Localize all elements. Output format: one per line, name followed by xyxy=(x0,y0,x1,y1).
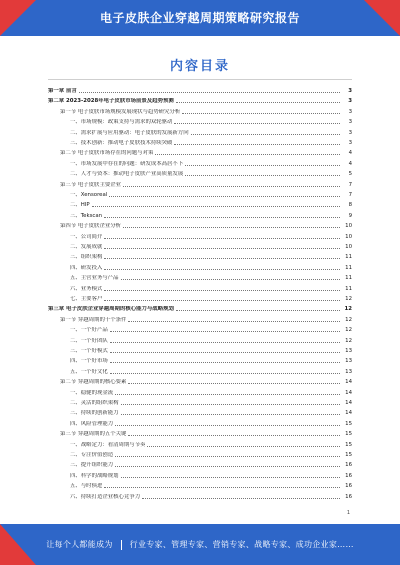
toc-entry-label: 七、主要客户 xyxy=(70,296,103,302)
toc-entry[interactable] xyxy=(48,242,352,251)
toc-entry-label: 第一章 前言 xyxy=(48,88,77,94)
toc-entry-page: 3 xyxy=(348,119,352,126)
header-bar xyxy=(0,0,400,36)
toc-entry-page: 11 xyxy=(345,254,352,261)
toc-leader-dots xyxy=(104,217,340,218)
toc-entry[interactable] xyxy=(48,86,352,95)
toc-entry-label: 五、一个好文化 xyxy=(70,368,108,375)
toc-entry[interactable] xyxy=(48,96,352,105)
toc-entry-page: 14 xyxy=(345,400,352,406)
toc-entry-page: 12 xyxy=(345,327,352,334)
footer-bar xyxy=(0,524,400,565)
page-number: 1 xyxy=(346,510,350,516)
toc-leader-dots xyxy=(121,477,340,478)
toc-entry-label: 三、Tekscan xyxy=(70,212,103,219)
toc-entry-label: 三、提升组织能力 xyxy=(70,462,114,469)
toc-entry-page: 10 xyxy=(345,223,352,230)
toc-entry-page: 14 xyxy=(345,410,352,417)
toc-entry-label: 三、持续的创新能力 xyxy=(70,410,119,417)
toc-leader-dots xyxy=(174,123,340,124)
toc-entry-label: 第三节 穿越周期的五个关键 xyxy=(60,431,127,438)
toc-entry-page: 14 xyxy=(345,389,352,396)
toc-entry-label: 一、市场规模：政策支持与需求的双轮驱动 xyxy=(70,119,173,126)
toc-entry[interactable] xyxy=(48,200,352,209)
toc-leader-dots xyxy=(110,373,340,374)
toc-entry[interactable] xyxy=(48,419,352,428)
toc-entry-label: 二、专注价值创造 xyxy=(70,452,114,458)
toc-leader-dots xyxy=(104,258,340,259)
toc-entry[interactable] xyxy=(48,346,352,355)
toc-entry-page: 16 xyxy=(345,493,352,500)
toc-entry[interactable] xyxy=(48,356,352,365)
toc-entry[interactable] xyxy=(48,180,352,189)
toc-entry[interactable] xyxy=(48,159,352,168)
toc-entry[interactable] xyxy=(48,138,352,147)
toc-entry-page: 12 xyxy=(345,337,352,344)
footer-text xyxy=(0,524,400,565)
toc-leader-dots xyxy=(128,321,340,322)
toc-leader-dots xyxy=(110,342,340,343)
toc-entry-page: 5 xyxy=(348,171,352,178)
toc-leader-dots xyxy=(104,487,340,488)
toc-entry[interactable] xyxy=(48,481,352,490)
toc-leader-dots xyxy=(128,383,340,384)
toc-entry[interactable] xyxy=(48,429,352,438)
toc-entry-label: 一、公司简介 xyxy=(70,233,103,240)
toc-entry-label: 第三节 电子皮肤主要企业 xyxy=(60,181,122,188)
toc-leader-dots xyxy=(121,404,340,405)
toc-entry[interactable] xyxy=(48,221,352,230)
toc-entry[interactable] xyxy=(48,492,352,501)
toc-entry-page: 7 xyxy=(348,181,352,188)
toc-entry-label: 四、一个好市场 xyxy=(70,358,108,365)
toc-divider xyxy=(48,79,352,80)
toc-entry[interactable] xyxy=(48,117,352,126)
toc-entry-page: 13 xyxy=(345,368,352,375)
toc-entry-page: 4 xyxy=(348,160,352,167)
footer-roles: 行业专家、管理专家、营销专家、战略专家、成功企业家…… xyxy=(129,540,354,549)
toc-entry-page: 7 xyxy=(348,192,352,198)
toc-entry-label: 四、风险管理能力 xyxy=(70,420,114,427)
toc-entry[interactable] xyxy=(48,367,352,376)
toc-entry-page: 11 xyxy=(345,275,352,282)
report-title: 电子皮肤企业穿越周期策略研究报告 xyxy=(99,11,300,25)
toc-entry-label: 一、战略定力：看清周期与节奏 xyxy=(70,441,146,448)
toc-entry[interactable] xyxy=(48,304,352,313)
toc-entry-page: 13 xyxy=(345,348,352,354)
toc-entry[interactable] xyxy=(48,107,352,116)
toc-leader-dots xyxy=(104,300,340,301)
toc-entry-label: 五、主营业务与产品 xyxy=(70,275,119,282)
toc-entry-page: 15 xyxy=(345,441,352,448)
toc-entry-label: 第三章 电子皮肤企业穿越周期的核心能力与战略规划 xyxy=(48,306,174,313)
toc-leader-dots xyxy=(104,248,340,249)
toc-entry-label: 第一节 穿越周期的十个条件 xyxy=(60,316,127,323)
toc-entry-page: 14 xyxy=(345,379,352,386)
toc-entry-page: 10 xyxy=(345,244,352,250)
toc-leader-dots xyxy=(191,134,340,135)
toc-entry[interactable] xyxy=(48,388,352,397)
toc-entry[interactable] xyxy=(48,169,352,178)
toc-entry-page: 8 xyxy=(348,202,352,209)
toc-entry-page: 12 xyxy=(344,306,352,313)
toc-entry-label: 六、持续打造企业核心竞争力 xyxy=(70,493,141,500)
toc-entry[interactable] xyxy=(48,377,352,386)
toc-entry-page: 11 xyxy=(345,264,352,271)
toc-entry[interactable] xyxy=(48,148,352,157)
toc-leader-dots xyxy=(121,279,340,280)
toc-leader-dots xyxy=(121,414,340,415)
toc-entry-page: 3 xyxy=(348,129,352,136)
toc-entry-label: 第二节 电子皮肤市场存在的问题与对策 xyxy=(60,150,154,157)
toc-entry-page: 15 xyxy=(345,420,352,427)
toc-leader-dots xyxy=(109,196,340,197)
toc-entry-page: 15 xyxy=(345,452,352,458)
toc-entry[interactable] xyxy=(48,263,352,272)
toc-entry[interactable] xyxy=(48,211,352,220)
toc-leader-dots xyxy=(182,113,340,114)
toc-entry-page: 12 xyxy=(345,296,352,302)
toc-entry-page: 16 xyxy=(345,483,352,490)
toc-entry[interactable] xyxy=(48,294,352,303)
footer-slogan: 让每个人都能成为 xyxy=(46,540,113,549)
footer-separator xyxy=(121,540,122,550)
toc-leader-dots xyxy=(176,102,340,103)
toc-entry[interactable] xyxy=(48,252,352,261)
toc-entry-page: 3 xyxy=(348,108,352,115)
toc-entry[interactable] xyxy=(48,273,352,282)
toc-entry[interactable] xyxy=(48,284,352,293)
toc-entry[interactable] xyxy=(48,450,352,459)
toc-entry[interactable] xyxy=(48,128,352,137)
toc-leader-dots xyxy=(115,425,340,426)
toc-leader-dots xyxy=(115,394,340,395)
toc-entry-label: 一、Xensoreal xyxy=(70,192,108,198)
toc-leader-dots xyxy=(115,466,340,467)
toc-leader-dots xyxy=(110,331,340,332)
toc-entry[interactable] xyxy=(48,471,352,480)
toc-leader-dots xyxy=(104,238,340,239)
toc-leader-dots xyxy=(155,154,340,155)
toc-entry-page: 4 xyxy=(348,150,352,157)
toc-entry-label: 二、人才与资本：推动电子皮肤产业高质量发展 xyxy=(70,171,184,178)
toc-leader-dots xyxy=(123,186,340,187)
toc-entry-label: 第二章 2023-2028年电子皮肤市场前景及趋势预测 xyxy=(48,98,174,105)
toc-leader-dots xyxy=(110,352,340,353)
toc-entry-label: 第二节 穿越周期的核心要素 xyxy=(60,379,127,386)
toc-entry-page: 11 xyxy=(345,285,352,292)
toc-leader-dots xyxy=(142,498,340,499)
toc-entry-label: 二、HIP xyxy=(70,202,90,209)
toc-leader-dots xyxy=(92,206,340,207)
toc-leader-dots xyxy=(110,362,340,363)
toc-leader-dots xyxy=(104,290,340,291)
toc-entry-label: 二、发展成就 xyxy=(70,244,103,250)
toc-leader-dots xyxy=(79,92,340,93)
toc-entry-page: 3 xyxy=(348,140,352,146)
toc-entry[interactable] xyxy=(48,190,352,199)
toc-leader-dots xyxy=(176,310,340,311)
toc-leader-dots xyxy=(185,175,340,176)
toc-entry-page: 15 xyxy=(345,431,352,438)
toc-entry-label: 六、业务模式 xyxy=(70,285,103,292)
toc-entry-page: 16 xyxy=(345,472,352,479)
toc-entry-page: 3 xyxy=(348,88,352,94)
toc-entry-page: 9 xyxy=(348,212,352,219)
toc-entry-label: 二、一个好团队 xyxy=(70,337,108,344)
toc-entry-label: 四、科学的战略规划 xyxy=(70,472,119,479)
toc-leader-dots xyxy=(123,227,340,228)
toc-entry-page: 13 xyxy=(345,358,352,365)
toc-leader-dots xyxy=(104,269,340,270)
toc-entry-label: 五、与时俱进 xyxy=(70,483,103,490)
toc-title: 内容目录 xyxy=(169,59,230,74)
toc-entry-label: 三、组织架构 xyxy=(70,254,103,261)
toc-entry-label: 第一节 电子皮肤市场规模发展现状与趋势研究分析 xyxy=(60,108,181,115)
toc-entry-label: 第四节 电子皮肤企业分析 xyxy=(60,223,122,230)
toc-entry-page: 12 xyxy=(345,316,352,323)
toc-entry-page: 10 xyxy=(345,233,352,240)
toc-leader-dots xyxy=(185,165,340,166)
toc-entry-label: 一、一个好产品 xyxy=(70,327,108,334)
toc-entry-label: 二、需求扩展与应用驱动：电子皮肤的发展新方向 xyxy=(70,129,189,136)
toc-entry-label: 三、技术创新：推动电子皮肤技术持续突破 xyxy=(70,140,173,146)
toc-leader-dots xyxy=(147,446,340,447)
toc-entry-label: 三、一个好模式 xyxy=(70,348,108,354)
toc-entry-page: 3 xyxy=(348,98,352,105)
toc-entry-label: 四、研发投入 xyxy=(70,264,103,271)
toc-leader-dots xyxy=(174,144,340,145)
toc-leader-dots xyxy=(128,435,340,436)
toc-entry[interactable] xyxy=(48,398,352,407)
toc-entry[interactable] xyxy=(48,232,352,241)
toc-entry[interactable] xyxy=(48,325,352,334)
toc-entry-label: 一、稳健的现金流 xyxy=(70,389,114,396)
toc-entry[interactable] xyxy=(48,315,352,324)
toc-entry-label: 二、灵活的组织架构 xyxy=(70,400,119,406)
toc-entry-label: 一、市场发展中存在的问题：研发成本高居不下 xyxy=(70,160,184,167)
toc-entry[interactable] xyxy=(48,460,352,469)
toc-entry[interactable] xyxy=(48,440,352,449)
toc-entry-page: 16 xyxy=(345,462,352,469)
toc-entry[interactable] xyxy=(48,336,352,345)
toc-leader-dots xyxy=(115,456,340,457)
toc-entry[interactable] xyxy=(48,408,352,417)
